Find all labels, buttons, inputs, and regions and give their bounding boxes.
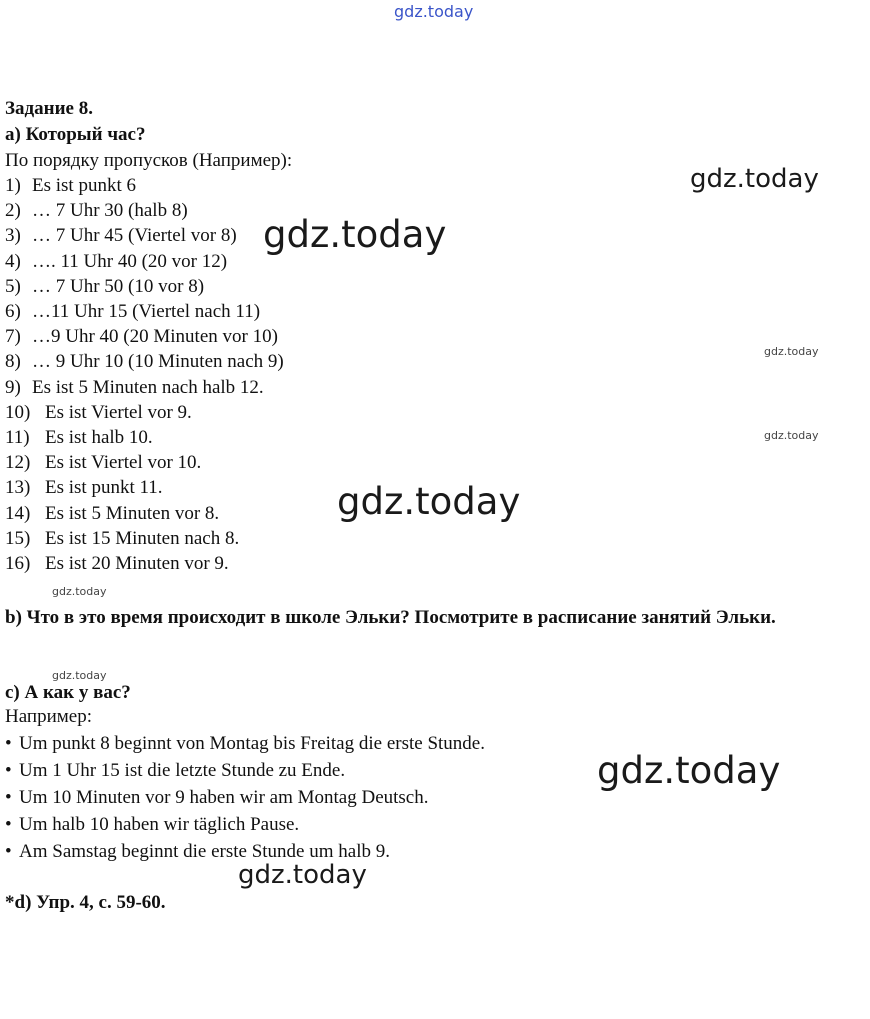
list-item-text: … 7 Uhr 30 (halb 8) [32,200,188,221]
watermark: gdz.today [337,480,521,523]
list-item-text: …11 Uhr 15 (Viertel nach 11) [32,301,261,322]
bullet-text: Um halb 10 haben wir täglich Pause. [19,814,300,835]
bullet-icon: • [5,787,12,808]
list-item [5,427,153,449]
bullet-icon: • [5,814,12,835]
list-item-number: 3) [5,225,21,246]
watermark-top: gdz.today [394,2,474,21]
part-a-heading: a) Который час? [5,124,146,145]
watermark: gdz.today [597,749,781,792]
bullet-text: Um 1 Uhr 15 ist die letzte Stunde zu Ende. [19,760,346,781]
list-item-number: 11) [5,427,30,448]
list-item [5,200,188,222]
list-item [5,402,192,424]
list-item [5,452,201,474]
part-c-intro: Например: [5,706,92,727]
watermark: gdz.today [52,585,107,598]
list-item [5,251,227,273]
list-item-number: 9) [5,377,21,398]
list-item [5,553,229,575]
list-item [5,528,239,550]
list-item [5,377,264,399]
part-d-text: *d) Упр. 4, с. 59-60. [5,892,166,913]
bullet-icon: • [5,841,12,862]
list-item-text: Es ist punkt 6 [32,175,136,196]
part-c-heading: c) А как у вас? [5,682,131,703]
list-item-number: 7) [5,326,21,347]
bullet-icon: • [5,760,12,781]
list-item-text: …9 Uhr 40 (20 Minuten vor 10) [32,326,278,347]
list-item-number: 16) [5,553,31,574]
list-item [5,276,204,298]
list-item-number: 2) [5,200,21,221]
bullet-item [5,814,299,836]
list-item-text: Es ist 5 Minuten vor 8. [45,503,220,524]
list-item-text: … 7 Uhr 45 (Viertel vor 8) [32,225,237,246]
list-item [5,301,260,323]
watermark: gdz.today [238,860,367,890]
list-item-text: Es ist Viertel vor 10. [45,452,202,473]
list-item-text: … 9 Uhr 10 (10 Minuten nach 9) [32,351,284,372]
list-item [5,225,237,247]
list-item [5,326,278,348]
bullet-text: Um 10 Minuten vor 9 haben wir am Montag Deutsch. [19,787,429,808]
watermark: gdz.today [764,345,819,358]
list-item-number: 14) [5,503,31,524]
bullet-item [5,733,485,755]
task-title: Задание 8. [5,98,93,119]
list-item-number: 10) [5,402,31,423]
watermark: gdz.today [764,429,819,442]
watermark: gdz.today [52,669,107,682]
bullet-text: Um punkt 8 beginnt von Montag bis Freitag die erste Stunde. [19,733,485,754]
list-item-text: Es ist punkt 11. [45,477,163,498]
list-item-number: 5) [5,276,21,297]
list-item-text: … 7 Uhr 50 (10 vor 8) [32,276,205,297]
bullet-item [5,760,345,782]
watermark: gdz.today [263,213,447,256]
list-item-text: Es ist 5 Minuten nach halb 12. [32,377,264,398]
list-item-text: Es ist 20 Minuten vor 9. [45,553,229,574]
part-a-intro: По порядку пропусков (Например): [5,150,293,171]
list-item-text: Es ist halb 10. [45,427,153,448]
list-item-number: 12) [5,452,31,473]
list-item-text: Es ist Viertel vor 9. [45,402,192,423]
watermark: gdz.today [690,164,819,194]
part-b-text: b) Что в это время происходит в школе Эльки? Посмотрите в расписание занятий Эльки. [5,607,776,628]
bullet-icon: • [5,733,12,754]
bullet-text: Am Samstag beginnt die erste Stunde um halb 9. [19,841,390,862]
list-item [5,175,136,197]
list-item-number: 6) [5,301,21,322]
list-item [5,477,163,499]
list-item [5,503,219,525]
bullet-item [5,787,428,809]
list-item-number: 13) [5,477,31,498]
list-item-text: …. 11 Uhr 40 (20 vor 12) [32,251,228,272]
list-item-number: 1) [5,175,21,196]
list-item-number: 4) [5,251,21,272]
list-item [5,351,284,373]
list-item-number: 8) [5,351,21,372]
list-item-number: 15) [5,528,31,549]
list-item-text: Es ist 15 Minuten nach 8. [45,528,240,549]
